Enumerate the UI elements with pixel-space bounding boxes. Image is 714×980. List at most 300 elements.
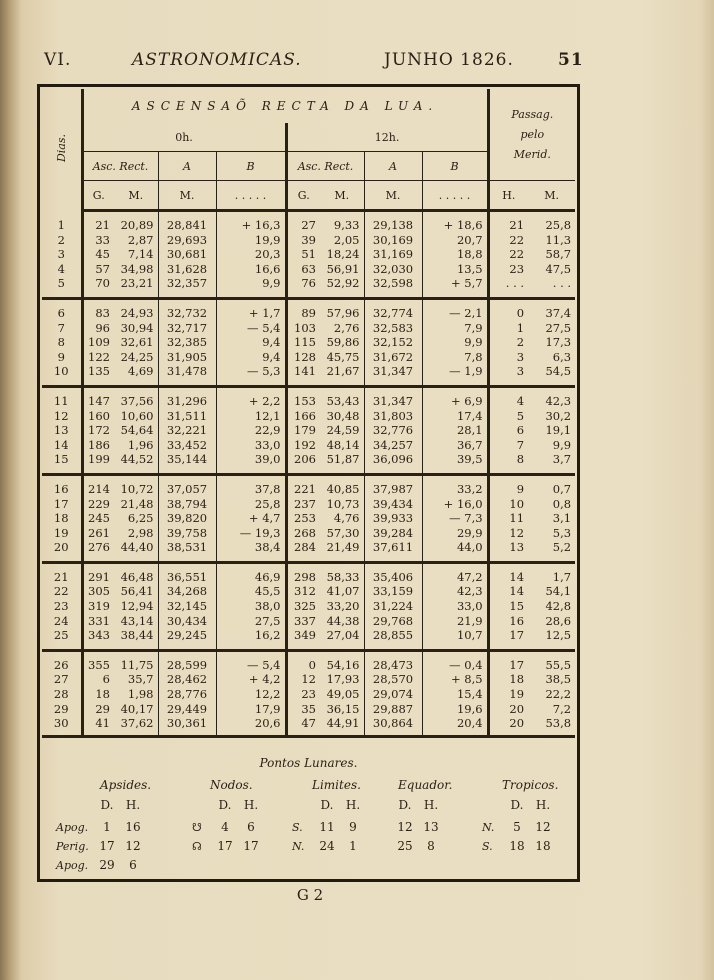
cell-g0: 214 xyxy=(82,482,114,497)
cell-g12: 27 xyxy=(286,218,320,233)
cell-pm: 54,1 xyxy=(545,584,572,599)
cell-m0: 40,17 xyxy=(120,701,154,716)
unit-m-12: M. xyxy=(320,181,364,211)
group-separator xyxy=(42,555,575,563)
cell-a0: 32,385 xyxy=(158,335,216,350)
cell-m0: 24,25 xyxy=(120,349,154,364)
cell-b12: 7,9 xyxy=(422,321,488,336)
table-row xyxy=(42,350,575,365)
cell-m0: 46,48 xyxy=(120,569,154,584)
cell-g0: 147 xyxy=(82,394,114,409)
group-separator xyxy=(42,650,575,658)
cell-b12: 33,0 xyxy=(422,599,488,614)
cell-ph: 14 xyxy=(488,584,528,599)
page-number: 51 xyxy=(558,50,584,70)
table-row xyxy=(42,233,575,248)
cell-d: 10 xyxy=(53,364,69,379)
table-row xyxy=(42,628,575,643)
table-row xyxy=(42,584,575,599)
table-row xyxy=(42,702,575,717)
cell-b0: 20,6 xyxy=(216,716,286,731)
cell-ph: 3 xyxy=(488,364,528,379)
nodos-row: ☋ 4 6 xyxy=(192,820,255,834)
table-row xyxy=(42,687,575,702)
cell-a12: 33,159 xyxy=(364,584,422,599)
table-row xyxy=(42,497,575,512)
cell-d: 30 xyxy=(53,716,69,731)
cell-b12: 36,7 xyxy=(422,438,488,453)
cell-g0: 57 xyxy=(82,262,114,277)
tropicos-column: Tropicos. D. H. N. 5 12 S. 18 18 xyxy=(482,778,558,858)
cell-pm: 53,8 xyxy=(545,716,572,731)
cell-g0: 29 xyxy=(82,702,114,717)
cell-d: 21 xyxy=(53,569,69,584)
cell-b0: 19,9 xyxy=(216,233,286,248)
cell-ph: 6 xyxy=(488,423,528,438)
cell-b12: — 0,4 xyxy=(422,658,488,673)
cell-g12: 115 xyxy=(286,335,320,350)
cell-a0: 29,245 xyxy=(158,628,216,643)
moon-right-ascension-table xyxy=(42,89,575,737)
cell-g12: 237 xyxy=(286,497,320,512)
unit-a-12: M. xyxy=(364,181,422,211)
cell-g12: 268 xyxy=(286,526,320,541)
cell-a0: 39,758 xyxy=(158,526,216,541)
nodos-column: Nodos. D. H. ☋ 4 6 ☊ 17 17 xyxy=(192,778,264,858)
apsides-title: Apsides. xyxy=(100,778,152,792)
cell-a12: 29,887 xyxy=(364,702,422,717)
cell-b0: 9,9 xyxy=(216,276,286,291)
cell-b0: — 19,3 xyxy=(216,526,286,541)
cell-a12: 28,570 xyxy=(364,672,422,687)
cell-a0: 32,732 xyxy=(158,306,216,321)
cell-a12: 32,598 xyxy=(364,276,422,291)
cell-ph: 2 xyxy=(488,335,528,350)
cell-d: 16 xyxy=(53,481,69,496)
cell-pm: 3,1 xyxy=(552,511,572,526)
cell-b0: + 2,2 xyxy=(216,394,286,409)
cell-m0: 4,69 xyxy=(127,364,154,379)
table-row xyxy=(42,716,575,731)
month-year: JUNHO 1826. xyxy=(384,50,514,70)
cell-pm: 6,3 xyxy=(552,349,572,364)
cell-m0: 32,61 xyxy=(120,335,154,350)
cell-m12: 24,59 xyxy=(326,423,360,438)
cell-a0: 28,599 xyxy=(158,658,216,673)
cell-g12: 349 xyxy=(286,628,320,643)
cell-a12: 31,347 xyxy=(364,394,422,409)
cell-g0: 245 xyxy=(82,511,114,526)
cell-pm: 19,1 xyxy=(545,423,572,438)
cell-d: 9 xyxy=(57,349,65,364)
table-row xyxy=(42,452,575,467)
table-row xyxy=(42,658,575,673)
cell-b12: 17,4 xyxy=(422,409,488,424)
cell-a12: 30,169 xyxy=(364,233,422,248)
cell-g12: 166 xyxy=(286,409,320,424)
cell-g0: 355 xyxy=(82,658,114,673)
cell-g12: 103 xyxy=(286,321,320,336)
cell-ph: 0 xyxy=(488,306,528,321)
cell-g12: 39 xyxy=(286,233,320,248)
cell-b12: 20,4 xyxy=(422,716,488,731)
cell-d: 7 xyxy=(57,320,65,335)
cell-a12: 29,138 xyxy=(364,218,422,233)
cell-g0: 6 xyxy=(82,672,114,687)
cell-pm: 17,3 xyxy=(545,335,572,350)
cell-ph: 14 xyxy=(488,570,528,585)
passag-header xyxy=(488,89,575,181)
nodos-row: ☊ 17 17 xyxy=(192,839,259,853)
cell-d: 25 xyxy=(53,628,69,643)
cell-m0: 11,75 xyxy=(120,657,154,672)
group-separator xyxy=(42,386,575,394)
cell-g0: 160 xyxy=(82,409,114,424)
cell-d: 15 xyxy=(53,452,69,467)
cell-a0: 32,357 xyxy=(158,276,216,291)
cell-pm: 3,7 xyxy=(552,452,572,467)
cell-b0: 17,9 xyxy=(216,702,286,717)
cell-g12: 47 xyxy=(286,716,320,731)
cell-m12: 44,38 xyxy=(326,613,360,628)
cell-m12: 56,91 xyxy=(326,261,360,276)
table-body xyxy=(42,211,575,737)
cell-a0: 28,776 xyxy=(158,687,216,702)
apsides-row: Apog. 29 6 xyxy=(56,858,137,872)
cell-m12: 40,85 xyxy=(326,481,360,496)
cell-a12: 30,864 xyxy=(364,716,422,731)
cell-m0: 38,44 xyxy=(120,628,154,643)
cell-b0: 12,2 xyxy=(216,687,286,702)
cell-a0: 33,452 xyxy=(158,438,216,453)
table-row xyxy=(42,540,575,555)
equador-row: 25 8 xyxy=(397,839,435,853)
cell-g0: 261 xyxy=(82,526,114,541)
cell-b12: 13,5 xyxy=(422,262,488,277)
cell-ph: 4 xyxy=(488,394,528,409)
cell-d: 13 xyxy=(53,423,69,438)
b-12-header: B xyxy=(422,152,488,181)
cell-b0: 9,4 xyxy=(216,350,286,365)
cell-a12: 29,768 xyxy=(364,614,422,629)
cell-b12: 7,8 xyxy=(422,350,488,365)
cell-a12: 32,583 xyxy=(364,321,422,336)
cell-b12: 39,5 xyxy=(422,452,488,467)
cell-a12: 34,257 xyxy=(364,438,422,453)
descending-node-icon: ☋ xyxy=(192,821,202,834)
cell-g0: 186 xyxy=(82,438,114,453)
cell-m12: 2,76 xyxy=(333,320,360,335)
cell-a12: 31,224 xyxy=(364,599,422,614)
cell-m12: 21,49 xyxy=(326,540,360,555)
cell-m0: 2,98 xyxy=(127,525,154,540)
table-row xyxy=(42,570,575,585)
cell-b12: + 8,5 xyxy=(422,672,488,687)
cell-g12: 0 xyxy=(286,658,320,673)
cell-g12: 192 xyxy=(286,438,320,453)
cell-ph: 22 xyxy=(488,233,528,248)
cell-g0: 331 xyxy=(82,614,114,629)
cell-a12: 36,096 xyxy=(364,452,422,467)
cell-g12: 179 xyxy=(286,423,320,438)
cell-pm: 42,8 xyxy=(545,599,572,614)
cell-b12: 29,9 xyxy=(422,526,488,541)
cell-pm: 7,2 xyxy=(552,701,572,716)
cell-g0: 45 xyxy=(82,247,114,262)
cell-b0: + 4,7 xyxy=(216,511,286,526)
cell-d: 28 xyxy=(53,687,69,702)
cell-m0: 23,21 xyxy=(120,276,154,291)
cell-a0: 30,681 xyxy=(158,247,216,262)
cell-m0: 35,7 xyxy=(127,672,154,687)
cell-d: 19 xyxy=(53,525,69,540)
cell-b12: 20,7 xyxy=(422,233,488,248)
cell-b12: 28,1 xyxy=(422,423,488,438)
cell-pm: 28,6 xyxy=(545,613,572,628)
cell-m12: 54,16 xyxy=(326,657,360,672)
apsides-row: Perig. 17 12 xyxy=(56,839,141,853)
cell-m0: 1,96 xyxy=(127,437,154,452)
cell-m12: 41,07 xyxy=(326,584,360,599)
cell-g12: 253 xyxy=(286,511,320,526)
lunar-points-title: Pontos Lunares. xyxy=(259,756,358,770)
cell-b0: 46,9 xyxy=(216,570,286,585)
ascending-node-icon: ☊ xyxy=(192,840,202,853)
cell-pm: 5,3 xyxy=(552,525,572,540)
cell-d: 20 xyxy=(53,540,69,555)
signature-mark: G 2 xyxy=(296,886,324,904)
cell-g0: 135 xyxy=(82,364,114,379)
cell-g0: 33 xyxy=(82,233,114,248)
table-row xyxy=(42,394,575,409)
table-row xyxy=(42,526,575,541)
cell-pm: 47,5 xyxy=(545,261,572,276)
cell-pm: 25,8 xyxy=(545,218,572,232)
cell-b0: 45,5 xyxy=(216,584,286,599)
table-row xyxy=(42,321,575,336)
cell-m12: 21,67 xyxy=(326,364,360,379)
limites-column: Limites. D. H. S. 11 9 N. 24 1 xyxy=(292,778,366,858)
cell-ph: 20 xyxy=(488,716,528,731)
cell-ph: 5 xyxy=(488,409,528,424)
cell-b0: — 5,3 xyxy=(216,364,286,379)
passag-label-2: pelo xyxy=(520,127,545,141)
cell-pm: 42,3 xyxy=(545,393,572,408)
cell-g12: 35 xyxy=(286,702,320,717)
cell-b12: 9,9 xyxy=(422,335,488,350)
cell-m12: 4,76 xyxy=(333,511,360,526)
passag-label-3: Merid. xyxy=(513,147,551,161)
cell-m12: 2,05 xyxy=(333,232,360,247)
cell-b0: 38,0 xyxy=(216,599,286,614)
cell-g12: 206 xyxy=(286,452,320,467)
cell-b0: 37,8 xyxy=(216,482,286,497)
cell-g12: 12 xyxy=(286,672,320,687)
cell-m12: 57,30 xyxy=(326,525,360,540)
cell-m0: 54,64 xyxy=(120,423,154,438)
cell-m12: 57,96 xyxy=(326,305,360,320)
cell-ph: 13 xyxy=(488,540,528,555)
cell-pm: 54,5 xyxy=(545,364,572,379)
running-title: ASTRONOMICAS. xyxy=(132,50,302,70)
cell-m12: 49,05 xyxy=(326,687,360,702)
tropicos-title: Tropicos. xyxy=(502,778,559,792)
cell-a0: 37,057 xyxy=(158,482,216,497)
cell-m12: 48,14 xyxy=(326,437,360,452)
cell-a0: 29,693 xyxy=(158,233,216,248)
a-12-header: A xyxy=(364,152,422,181)
table-row xyxy=(42,511,575,526)
table-row xyxy=(42,423,575,438)
unit-d: D. xyxy=(100,798,114,812)
table-row xyxy=(42,276,575,291)
cell-g0: 122 xyxy=(82,350,114,365)
cell-m0: 44,52 xyxy=(120,452,154,467)
cell-b0: 16,6 xyxy=(216,262,286,277)
cell-b0: 9,4 xyxy=(216,335,286,350)
cell-a12: 32,776 xyxy=(364,423,422,438)
unit-g-0: G. xyxy=(82,181,114,211)
hour-12-header: 12h. xyxy=(286,123,488,152)
cell-pm: 12,5 xyxy=(545,628,572,643)
group-separator xyxy=(42,562,575,570)
table-row xyxy=(42,218,575,233)
cell-g12: 23 xyxy=(286,687,320,702)
table-row xyxy=(42,672,575,687)
cell-a0: 28,462 xyxy=(158,672,216,687)
cell-m0: 34,98 xyxy=(120,261,154,276)
unit-h: H. xyxy=(488,181,528,211)
cell-m12: 44,91 xyxy=(326,716,360,731)
cell-b12: + 5,7 xyxy=(422,276,488,291)
cell-pm: 11,3 xyxy=(545,232,572,247)
cell-m12: 58,33 xyxy=(326,569,360,584)
cell-d: 26 xyxy=(53,657,69,672)
cell-ph: 19 xyxy=(488,687,528,702)
cell-m12: 59,86 xyxy=(326,335,360,350)
table-row xyxy=(42,247,575,262)
dias-label: Dias. xyxy=(54,134,68,163)
cell-b12: + 16,0 xyxy=(422,497,488,512)
cell-m0: 24,93 xyxy=(120,305,154,320)
cell-g12: 89 xyxy=(286,306,320,321)
table-row xyxy=(42,409,575,424)
cell-a12: 37,611 xyxy=(364,540,422,555)
cell-g0: 199 xyxy=(82,452,114,467)
cell-pm: 38,5 xyxy=(545,672,572,687)
cell-d: 23 xyxy=(53,599,69,614)
cell-ph: 23 xyxy=(488,262,528,277)
cell-b0: 27,5 xyxy=(216,614,286,629)
asc-rect-12-header: Asc. Rect. xyxy=(286,152,364,181)
cell-g12: 298 xyxy=(286,570,320,585)
table-row xyxy=(42,614,575,629)
cell-d: 6 xyxy=(57,305,65,320)
cell-a0: 34,268 xyxy=(158,584,216,599)
cell-a12: 39,434 xyxy=(364,497,422,512)
cell-m0: 1,98 xyxy=(127,687,154,702)
cell-m12: 51,87 xyxy=(326,452,360,467)
cell-g0: 276 xyxy=(82,540,114,555)
cell-a0: 31,511 xyxy=(158,409,216,424)
cell-pm: 9,9 xyxy=(552,437,572,452)
cell-g0: 109 xyxy=(82,335,114,350)
cell-g12: 337 xyxy=(286,614,320,629)
unit-m: M. xyxy=(528,181,575,211)
cell-m12: 53,43 xyxy=(326,393,360,408)
page-header xyxy=(44,50,584,78)
hour-0-header: 0h. xyxy=(82,123,286,152)
cell-b0: 22,9 xyxy=(216,423,286,438)
cell-m12: 10,73 xyxy=(326,496,360,511)
cell-g12: 312 xyxy=(286,584,320,599)
cell-m0: 21,48 xyxy=(120,496,154,511)
cell-ph: 10 xyxy=(488,497,528,512)
cell-a0: 30,361 xyxy=(158,716,216,731)
cell-b0: + 16,3 xyxy=(216,218,286,233)
cell-ph: 7 xyxy=(488,438,528,453)
cell-d: 17 xyxy=(53,496,69,511)
cell-a0: 30,434 xyxy=(158,614,216,629)
cell-a0: 31,905 xyxy=(158,350,216,365)
cell-a12: 31,347 xyxy=(364,364,422,379)
cell-m12: 18,24 xyxy=(326,247,360,262)
cell-m0: 7,14 xyxy=(127,247,154,262)
cell-a12: 31,672 xyxy=(364,350,422,365)
cell-m0: 20,89 xyxy=(120,218,154,232)
cell-a12: 32,030 xyxy=(364,262,422,277)
cell-g0: 291 xyxy=(82,570,114,585)
cell-d: 11 xyxy=(53,393,69,408)
cell-d: 22 xyxy=(53,584,69,599)
apsides-column xyxy=(56,778,151,877)
cell-b12: 21,9 xyxy=(422,614,488,629)
b-0-header: B xyxy=(216,152,286,181)
table-row xyxy=(42,262,575,277)
cell-ph: 9 xyxy=(488,482,528,497)
cell-b0: 33,0 xyxy=(216,438,286,453)
cell-g12: 221 xyxy=(286,482,320,497)
table-row xyxy=(42,335,575,350)
a-0-header: A xyxy=(158,152,216,181)
cell-b12: 15,4 xyxy=(422,687,488,702)
cell-m12: 36,15 xyxy=(326,701,360,716)
cell-a0: 36,551 xyxy=(158,570,216,585)
cell-b12: — 1,9 xyxy=(422,364,488,379)
cell-ph: 15 xyxy=(488,599,528,614)
passag-label-1: Passag. xyxy=(511,107,554,121)
table-title: ASCENSAÕ RECTA DA LUA. xyxy=(82,89,488,123)
cell-b12: + 6,9 xyxy=(422,394,488,409)
tropicos-row: S. 18 18 xyxy=(482,839,551,853)
tropicos-row: N. 5 12 xyxy=(482,820,551,834)
group-separator xyxy=(42,643,575,651)
cell-a12: 32,152 xyxy=(364,335,422,350)
cell-d: 24 xyxy=(53,613,69,628)
cell-pm: 22,2 xyxy=(545,687,572,702)
volume-number: VI. xyxy=(44,50,72,70)
unit-a-0: M. xyxy=(158,181,216,211)
cell-a12: 39,284 xyxy=(364,526,422,541)
group-separator xyxy=(42,379,575,387)
group-separator xyxy=(42,474,575,482)
cell-pm: 27,5 xyxy=(545,320,572,335)
cell-b12: 18,8 xyxy=(422,247,488,262)
asc-rect-0-header: Asc. Rect. xyxy=(82,152,158,181)
cell-b0: 39,0 xyxy=(216,452,286,467)
cell-g0: 70 xyxy=(82,276,114,291)
cell-b12: — 7,3 xyxy=(422,511,488,526)
